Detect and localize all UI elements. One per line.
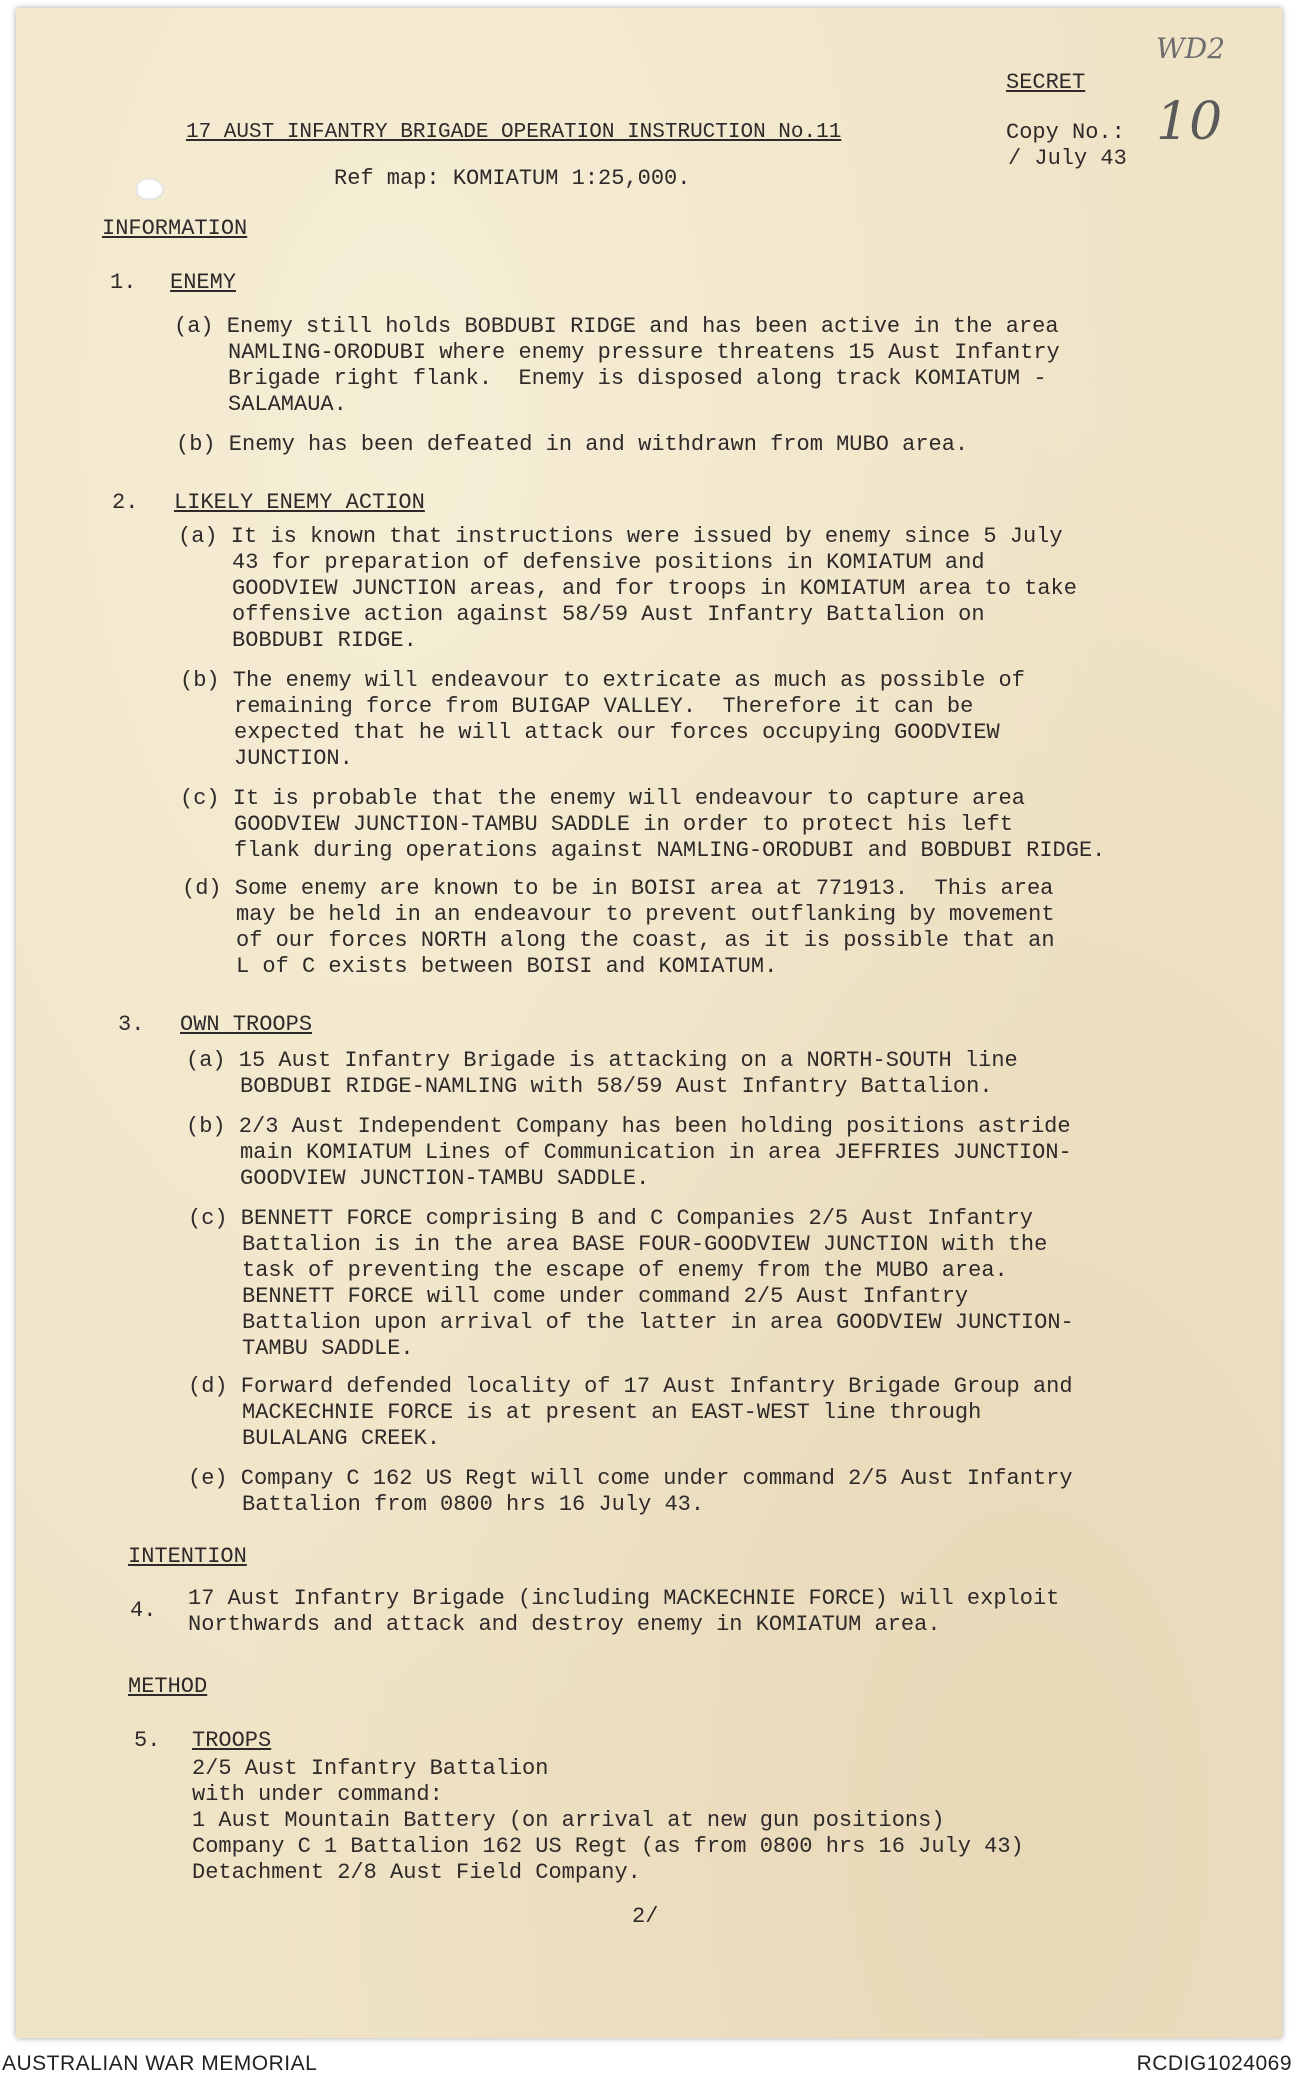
document-page: WD2 10 SECRET 17 AUST INFANTRY BRIGADE OPERATION INSTRUCTION No.11 Copy No.: / July 43 Ref map: KOMIATUM 1:25,000. INFORMATION 1. ENEMY (a) Enemy still holds BOBDUBI RIDGE and has been active in the area NAMLING-ORODUBI where enemy pressure threatens 15 Aust Infantry Brigade right flank. Enemy is disposed along track KOMIATUM - SALAMAUA. (b) Enemy has been defeated in and withdrawn from MUBO area. 2. LIKELY ENEMY ACTION (a) It is known that instructions were issued by enemy since 5 July 43 for preparation of defensive positions in KOMIATUM and GOODVIEW JUNCTION areas, and for troops in KOMIATUM area to take offensive action against 58/59 Aust Infantry Battalion on BOBDUBI RIDGE. (b) The enemy will endeavour to extricate as much as possible of remaining force from BUIGAP VALLEY. Therefore it can be expected that he will attack our forces occupying GOODVIEW JUNCTION. (c) It is probable that the enemy will endeavour to capture area GOODVIEW JUNCTION-TAMBU SADDLE in order to protect his left flank during operations against NAMLING-ORODUBI and BOBDUBI RIDGE. (d) Some enemy are known to be in BOISI area at 771913. This area may be held in an endeavour to prevent outflanking by movement of our forces NORTH along the coast, as it is possible that an L of C exists between BOISI and KOMIATUM. 3. OWN TROOPS (a) 15 Aust Infantry Brigade is attacking on a NORTH-SOUTH line BOBDUBI RIDGE-NAMLING with 58/59 Aust Infantry Battalion. (b) 2/3 Aust Independent Company has been holding positions astride main KOMIATUM Lines of Communication in area JEFFRIES JUNCTION- GOODVIEW JUNCTION-TAMBU SADDLE. (c) BENNETT FORCE comprising B and C Companies 2/5 Aust Infantry Battalion is in the area BASE FOUR-GOODVIEW JUNCTION with the task of preventing the escape of enemy from the MUBO area. BENNETT FORCE will come under command 2/5 Aust Infantry Battalion upon arrival of the latter in area GOODVIEW JUNCTION- TAMBU SADDLE. (d) Forward defended locality of 17 Aust Infantry Brigade Group and MACKECHNIE FORCE is at present an EAST-WEST line through BULALANG CREEK. (e) Company C 162 US Regt will come under command 2/5 Aust Infantry Battalion from 0800 hrs 16 July 43. INTENTION 4. 17 Aust Infantry Brigade (including MACKECHNIE FORCE) will exploit Northwards and attack and destroy enemy in KOMIATUM area. METHOD 5. TROOPS 2/5 Aust Infantry Battalion with under command: 1 Aust Mountain Battery (on arrival at new gun positions) Company C 1 Battalion 162 US Regt (as from 0800 hrs 16 July 43) Detachment 2/8 Aust Field Company. 2/ — [16, 8, 1282, 2038]
page-continuation-marker: 2/ — [632, 1904, 659, 1929]
para-2-title: LIKELY ENEMY ACTION — [174, 490, 425, 515]
section-heading-intention: INTENTION — [128, 1544, 247, 1569]
para-2-number: 2. — [112, 490, 139, 515]
para-1-title: ENEMY — [170, 270, 237, 295]
para-5-title: TROOPS — [192, 1728, 272, 1753]
footer-record-id: RCDIG1024069 — [1136, 2052, 1292, 2075]
para-3-number: 3. — [118, 1012, 145, 1037]
classification-marking: SECRET — [1006, 70, 1086, 95]
document-title: 17 AUST INFANTRY BRIGADE OPERATION INSTRUCTION No.11 — [186, 121, 842, 144]
handwritten-file-ref: WD2 — [1156, 32, 1226, 65]
reference-map: Ref map: KOMIATUM 1:25,000. — [334, 166, 691, 191]
para-5-number: 5. — [134, 1728, 161, 1753]
archive-footer — [0, 2046, 1298, 2082]
para-3-title: OWN TROOPS — [180, 1012, 313, 1037]
footer-archive-name: AUSTRALIAN WAR MEMORIAL — [2, 2052, 318, 2075]
paper-damage-hole — [136, 178, 164, 200]
para-4-number: 4. — [130, 1598, 157, 1623]
section-heading-method: METHOD — [128, 1674, 208, 1699]
handwritten-copy-number: 10 — [1156, 92, 1223, 152]
copy-label: Copy No.: — [1006, 120, 1125, 145]
para-1-number: 1. — [110, 270, 137, 295]
section-heading-information: INFORMATION — [102, 216, 248, 241]
document-date: / July 43 — [1008, 146, 1127, 171]
